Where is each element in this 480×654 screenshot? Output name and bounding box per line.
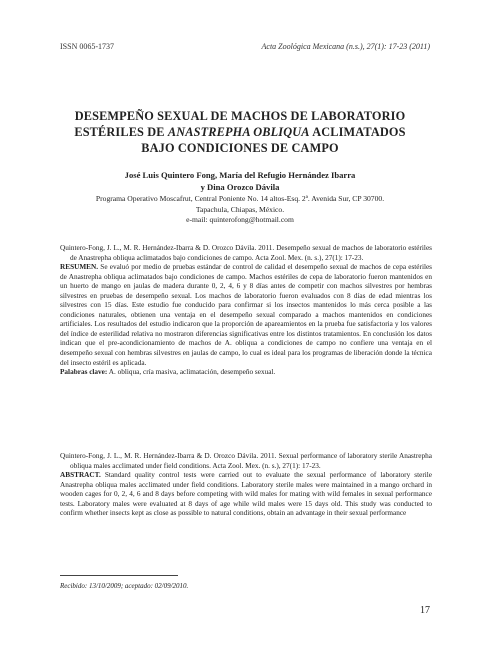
title-species: ANASTREPHA OBLIQUA [167,125,310,139]
title-line-2 [40,124,440,140]
abstract-label: ABSTRACT. [60,471,101,480]
english-abstract [60,471,432,519]
page-number: 17 [420,605,430,616]
title-line-3: BAJO CONDICIONES DE CAMPO [141,141,339,155]
keywords-text: A. obliqua, cría masiva, aclimatación, desempeño sexual. [108,368,276,377]
abstract-text: Standard quality control tests were carried out to evaluate the sexual performance of laboratory sterile Anastrepha obliqua males acclimated under field conditions. Laboratory sterile males were maintained in a mango orchard in wooden cages for 0, 2, 4, 6 and 8 days before competing with wild males for mating with wild females in sexual performance tests. Laboratory males were evaluated at 8 days of age while wild males were 15 days old. This study was conducted to confirm whether insects kept as close as possible to natural conditions, obtain an advantage in their sexual performance [60,471,432,518]
resumen-label: RESUMEN. [60,263,99,272]
spanish-abstract [60,263,432,368]
title-line-2-prefix: ESTÉRILES DE [74,125,168,139]
affiliation [40,194,440,226]
english-abstract-block [60,452,432,519]
authors-line-1: José Luis Quintero Fong, María del Refugio Hernández Ibarra [124,170,356,180]
affiliation-line-2: Tapachula, Chiapas, México. [195,204,285,214]
spanish-citation: Quintero-Fong, J. L., M. R. Hernández-Ibarra & D. Orozco Dávila. 2011. Desempeño sexual de machos de laboratorio estériles de Anastrepha obliqua aclimatados bajo condiciones de campo. Acta Zool. Mex. (n. s.), 27(1): 17-23. [60,244,432,262]
resumen-text: Se evaluó por medio de pruebas estándar de control de calidad el desempeño sexual de machos de cepa estériles de Anastrepha obliqua aclimatados bajo condiciones de campo. Machos estériles de cepa de laboratorio fueron mantenidos en un huerto de mango en jaulas de madera durante 0, 2, 4, 6 y 8 días antes de competir con machos silvestres por hembras silvestres en pruebas de desempeño sexual. Los machos de laboratorio fueron evaluados con 8 días de edad mientras los silvestres con 15 días. Este estudio fue conducido para confirmar si los insectos mantenidos lo más cerca posible a las condiciones naturales, obtienen una ventaja en el desempeño sexual comparado a machos mantenidos en condiciones artificiales. Los resultados del estudio indicaron que la proporción de apareamientos en la prueba fue satisfactoria y los valores del índice de esterilidad relativa no mostraron diferencias significativas entre los distintos tratamientos. En conclusión los datos indican que el pre-acondicionamiento de machos de A. obliqua a condiciones de campo no confiere una ventaja en el desempeño sexual con hembras silvestres en jaulas de campo, lo cual es ideal para los programas de liberación donde la técnica del insecto estéril es aplicada. [60,263,433,367]
title-line-2-suffix: ACLIMATADOS [309,125,406,139]
email: e-mail: quinterofong@hotmail.com [186,215,294,225]
footnote-rule [60,575,178,576]
spanish-keywords [60,368,432,378]
author-list [40,170,440,193]
title-line-1: DESEMPEÑO SEXUAL DE MACHOS DE LABORATORIO [74,109,406,123]
authors-line-2: y Dina Orozco Dávila [200,181,280,192]
spanish-abstract-block [60,244,432,378]
received-accepted-dates: Recibido: 13/10/2009; aceptado: 02/09/2010. [60,582,189,590]
issn: ISSN 0065-1737 [60,42,115,51]
article-title [40,108,440,156]
english-citation: Quintero-Fong, J. L., M. R. Hernández-Ibarra & D. Orozco Dávila. 2011. Sexual performance of laboratory sterile Anastrepha obliqua males acclimated under field conditions. Acta Zool. Mex. (n. s.), 27(1): 17-23. [60,452,432,470]
keywords-label: Palabras clave: [60,368,108,377]
affiliation-line-1: Programa Operativo Moscafrut, Central Poniente No. 14 altos-Esq. 2ª. Avenida Sur, CP 30700. [95,194,385,203]
journal-reference: Acta Zoológica Mexicana (n.s.), 27(1): 17-23 (2011) [261,42,430,51]
